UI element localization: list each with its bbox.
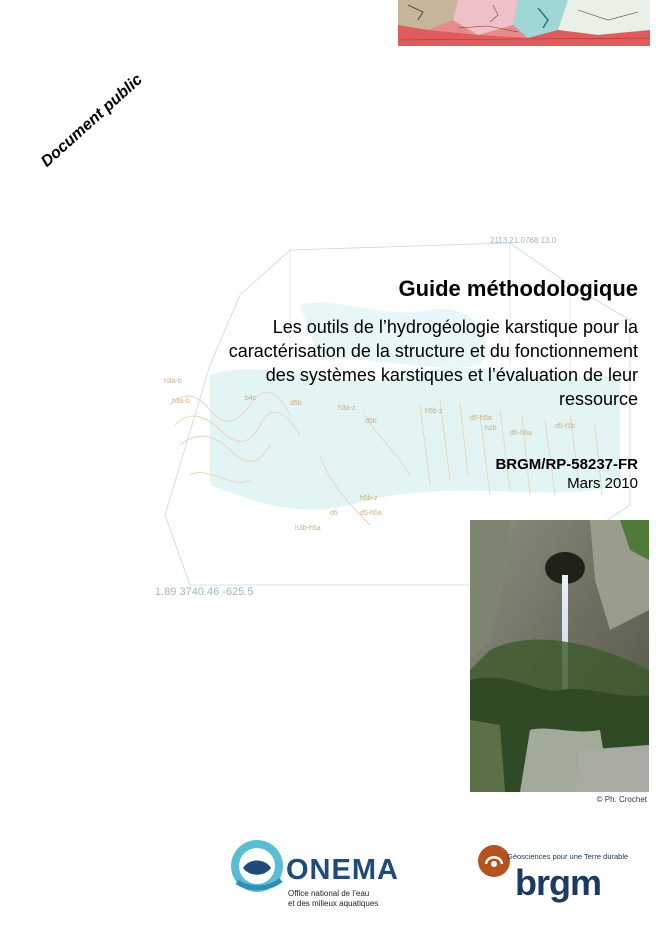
diagram-label: h5b-z xyxy=(360,495,378,502)
document-public-label: Document public xyxy=(38,71,146,171)
diagram-label: d5-h5a xyxy=(360,510,382,517)
diagram-label: h2b xyxy=(485,425,497,432)
report-date: Mars 2010 xyxy=(567,475,638,492)
waterfall-photo-graphic xyxy=(470,520,649,792)
diagram-label: d5b xyxy=(365,418,377,425)
subtitle-line: caractérisation de la structure et du fonctionnement xyxy=(228,341,638,362)
brgm-emblem-icon xyxy=(477,844,511,878)
photo-credit: © Ph. Crochet xyxy=(596,795,647,804)
onema-name: ONEMA xyxy=(286,854,399,886)
subtitle-line: des systèmes karstiques et l’évaluation de leur xyxy=(265,365,638,386)
page-title: Guide méthodologique xyxy=(398,276,638,301)
waterfall-photo xyxy=(470,520,649,792)
diagram-coordinate-bottom: 1.89 3740.46 -625.5 xyxy=(155,586,254,598)
subtitle-line: ressource xyxy=(558,389,638,410)
title-block xyxy=(118,276,638,411)
diagram-label: h3a-z xyxy=(338,405,356,412)
brgm-tagline: Géosciences pour une Terre durable xyxy=(507,852,629,861)
diagram-label: d5b xyxy=(290,400,302,407)
diagram-label: b4c xyxy=(245,395,257,402)
subtitle-line: Les outils de l’hydrogéologie karstique pour la xyxy=(272,317,638,338)
diagram-label: h3a-b xyxy=(164,378,182,385)
subtitle xyxy=(118,315,638,411)
report-code: BRGM/RP-58237-FR xyxy=(495,456,638,473)
onema-emblem-icon xyxy=(229,832,289,902)
diagram-label: d5 xyxy=(330,510,338,517)
diagram-label: d5-h5a xyxy=(470,415,492,422)
brgm-logo xyxy=(475,840,655,910)
diagram-label: h5b-z xyxy=(425,408,443,415)
onema-line-1: Office national de l’eau xyxy=(288,889,370,898)
diagram-coordinate-top: 2113.21.0768 13.0 xyxy=(490,236,557,245)
diagram-label: d5-f1b xyxy=(555,423,575,430)
geological-map-thumbnail xyxy=(398,0,650,46)
diagram-label: h3a-b xyxy=(172,398,190,405)
report-info xyxy=(495,455,638,493)
brgm-name: brgm xyxy=(515,862,601,903)
onema-line-2: et des milieux aquatiques xyxy=(288,899,379,908)
diagram-label: d5-h5a xyxy=(510,430,532,437)
geological-map-graphic xyxy=(398,0,650,46)
diagram-label: h3b-h5a xyxy=(295,525,321,532)
document-public-stamp xyxy=(38,71,146,171)
onema-logo xyxy=(229,832,404,910)
